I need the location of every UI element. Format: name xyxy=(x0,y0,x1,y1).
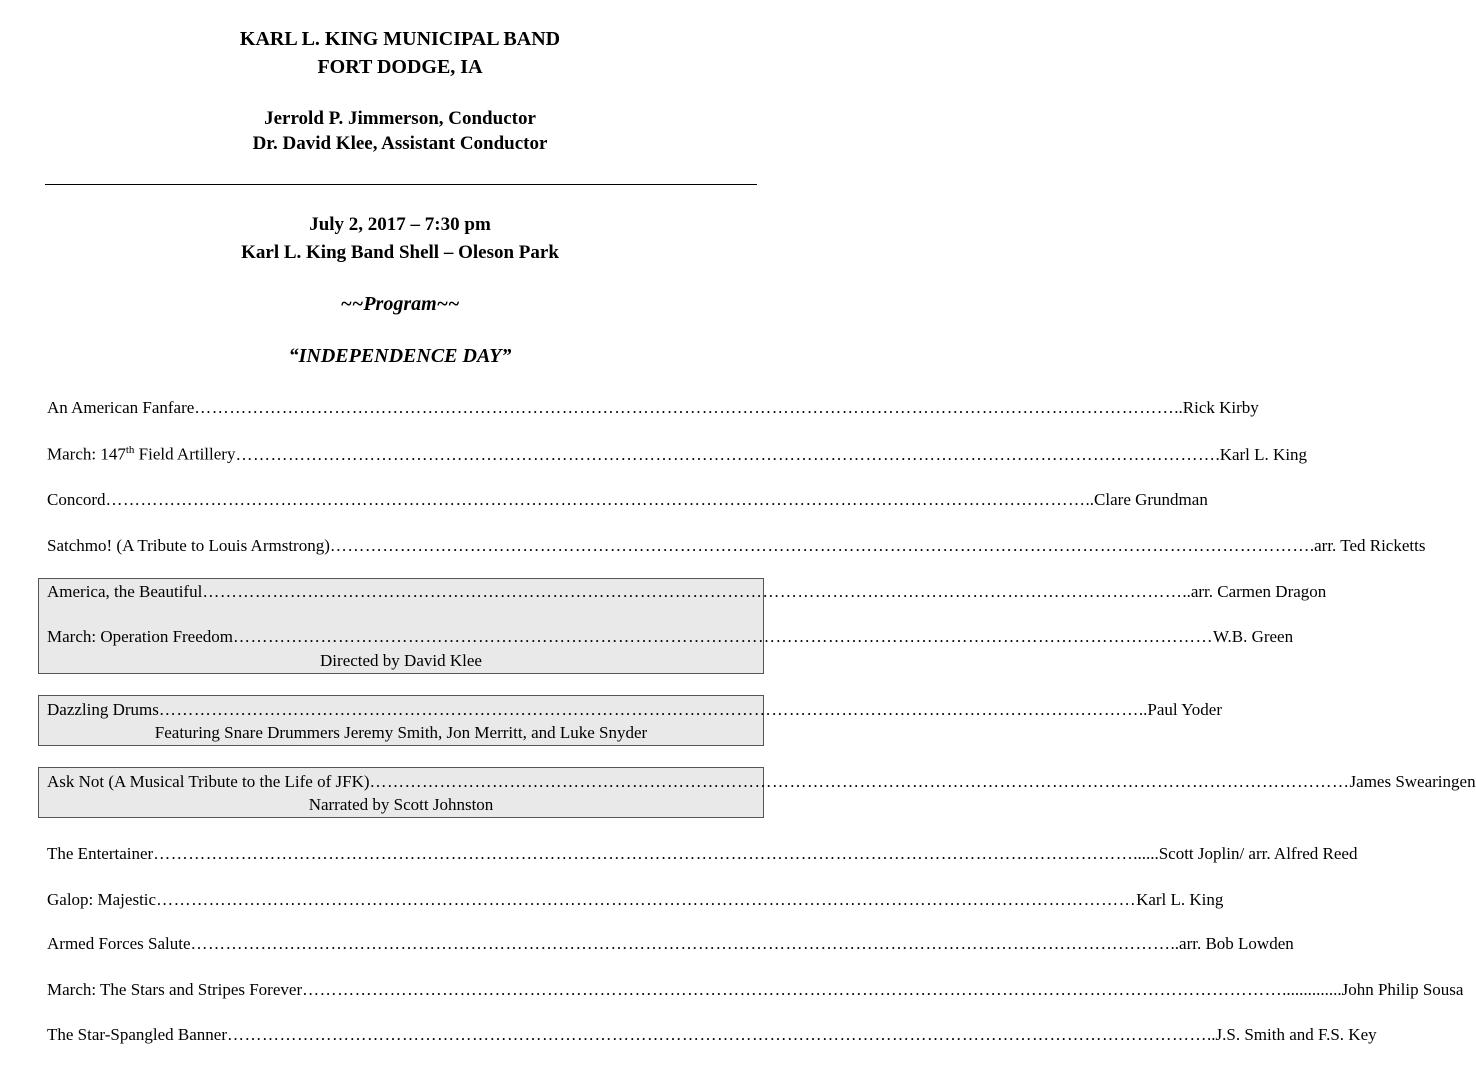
piece-composer: ..arr. Bob Lowden xyxy=(1170,934,1294,953)
program-item xyxy=(47,490,1208,510)
dot-leader: …………………………………………………………………………………………………………………………………………………… xyxy=(227,1025,1207,1044)
piece-title: The Star-Spangled Banner xyxy=(47,1025,227,1044)
event-date-time: July 2, 2017 – 7:30 pm xyxy=(309,214,491,235)
program-item xyxy=(47,627,1294,647)
piece-title: An American Fanfare xyxy=(47,398,195,417)
piece-title: March: Operation Freedom xyxy=(47,627,233,646)
piece-title: March: The Stars and Stripes Forever xyxy=(47,980,303,999)
program-item xyxy=(47,844,1358,864)
dot-leader: …………………………………………………………………………………………………………………………………………………… xyxy=(153,844,1134,863)
piece-composer: ......Scott Joplin/ arr. Alfred Reed xyxy=(1133,844,1358,863)
program-item xyxy=(47,890,1224,910)
piece-composer: James Swearingen xyxy=(1349,772,1476,791)
dot-leader: …………………………………………………………………………………………………………………………………………………… xyxy=(156,890,1137,909)
piece-composer: ..............John Philip Sousa xyxy=(1282,980,1464,999)
piece-title: The Entertainer xyxy=(47,844,154,863)
piece-composer: .Karl L. King xyxy=(1215,444,1308,464)
program-item xyxy=(47,582,1327,602)
piece-composer: ..Rick Kirby xyxy=(1174,398,1259,417)
piece-title: Armed Forces Salute xyxy=(47,934,191,953)
dot-leader: …………………………………………………………………………………………………………………………………………………… xyxy=(233,627,1213,646)
piece-composer: ..Clare Grundman xyxy=(1085,490,1208,509)
program-item xyxy=(47,536,1426,556)
program-item xyxy=(47,934,1294,954)
dot-leader: …………………………………………………………………………………………………………………………………………………… xyxy=(235,444,1216,464)
program-item xyxy=(47,772,1476,792)
piece-composer: W.B. Green xyxy=(1213,627,1294,646)
program-item xyxy=(47,700,1223,720)
program-item xyxy=(47,444,1308,465)
piece-title: Ask Not (A Musical Tribute to the Life of JFK) xyxy=(47,772,370,791)
piece-title: America, the Beautiful xyxy=(47,582,203,601)
event-venue: Karl L. King Band Shell – Oleson Park xyxy=(241,242,559,263)
dot-leader: …………………………………………………………………………………………………………………………………………………… xyxy=(302,980,1283,999)
program-label: ~~Program~~ xyxy=(340,293,460,315)
performance-note: Narrated by Scott Johnston xyxy=(308,795,494,814)
performance-note: Featuring Snare Drummers Jeremy Smith, Jon Merritt, and Luke Snyder xyxy=(154,723,648,742)
piece-title: Satchmo! (A Tribute to Louis Armstrong) xyxy=(47,536,330,555)
dot-leader: …………………………………………………………………………………………………………………………………………………… xyxy=(369,772,1350,791)
dot-leader: …………………………………………………………………………………………………………………………………………………… xyxy=(194,398,1175,417)
piece-composer: ..J.S. Smith and F.S. Key xyxy=(1207,1025,1377,1044)
piece-title: March: 147th Field Artillery xyxy=(47,444,236,464)
piece-title: Galop: Majestic xyxy=(47,890,157,909)
dot-leader: …………………………………………………………………………………………………………………………………………………… xyxy=(190,934,1171,953)
conductor: Jerrold P. Jimmerson, Conductor xyxy=(264,108,536,129)
piece-composer: Karl L. King xyxy=(1136,890,1224,909)
band-name: KARL L. KING MUNICIPAL BAND xyxy=(239,28,561,50)
dot-leader: …………………………………………………………………………………………………………………………………………………… xyxy=(105,490,1086,509)
piece-composer: ..Paul Yoder xyxy=(1138,700,1223,719)
dot-leader: …………………………………………………………………………………………………………………………………………………… xyxy=(329,536,1310,555)
program-theme: “INDEPENDENCE DAY” xyxy=(288,345,512,367)
program-item xyxy=(47,1025,1377,1045)
piece-title: Concord xyxy=(47,490,106,509)
dot-leader: …………………………………………………………………………………………………………………………………………………… xyxy=(202,582,1183,601)
dot-leader: …………………………………………………………………………………………………………………………………………………… xyxy=(158,700,1139,719)
performance-note: Directed by David Klee xyxy=(320,651,482,670)
assistant-conductor: Dr. David Klee, Assistant Conductor xyxy=(252,133,548,154)
piece-composer: ..arr. Carmen Dragon xyxy=(1182,582,1327,601)
program-item xyxy=(47,980,1464,1000)
piece-title: Dazzling Drums xyxy=(47,700,159,719)
band-location: FORT DODGE, IA xyxy=(317,56,483,78)
program-item xyxy=(47,398,1259,418)
piece-composer: .arr. Ted Ricketts xyxy=(1309,536,1426,555)
header-divider xyxy=(45,184,757,185)
